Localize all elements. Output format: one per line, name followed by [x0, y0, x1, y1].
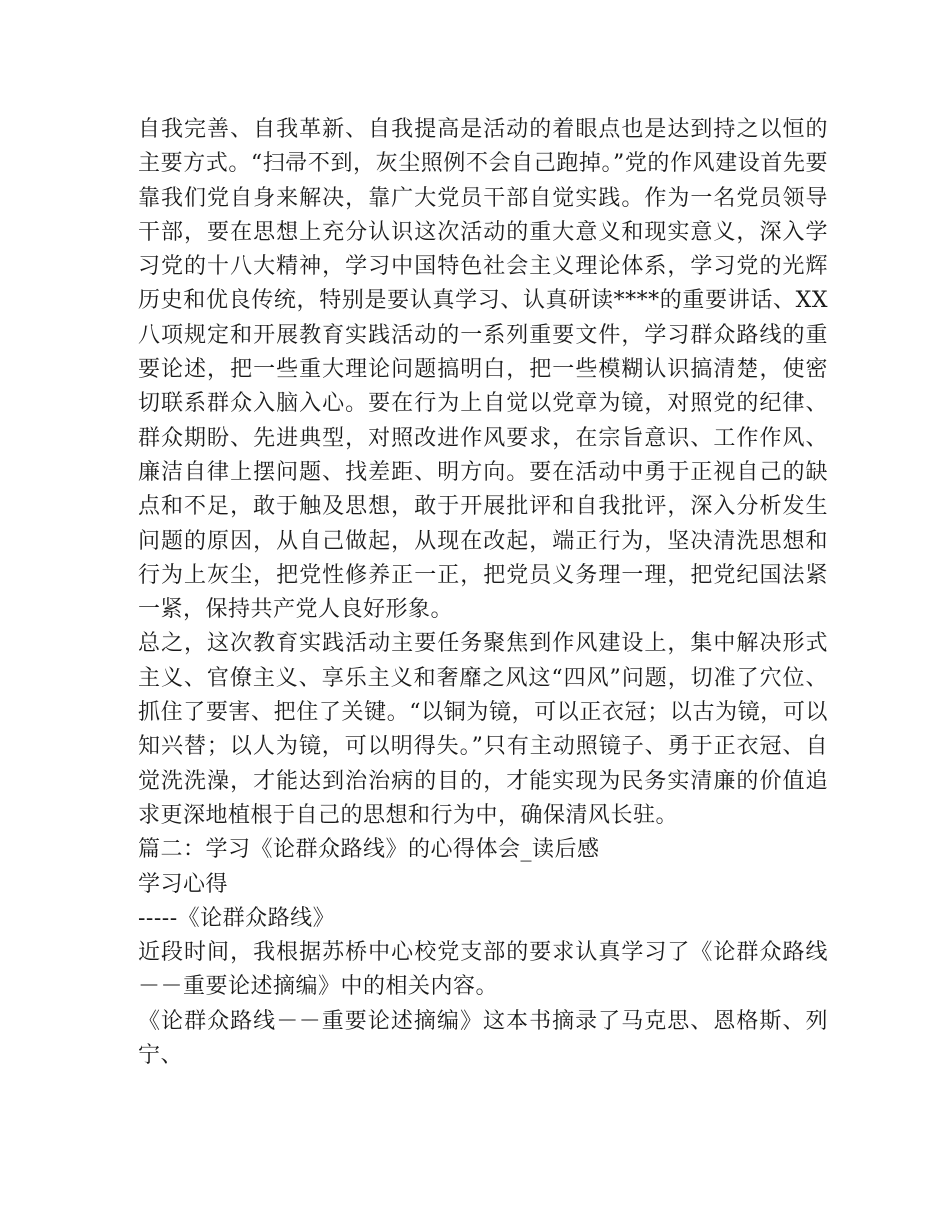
article-title: 学习心得 — [138, 871, 229, 897]
article-subtitle: -----《论群众路线》 — [138, 905, 336, 931]
body-paragraph-summary: 总之，这次教育实践活动主要任务聚焦到作风建设上，集中解决形式主义、官僚主义、享乐主义和奢靡之风这“四风”问题，切准了穴位、抓住了要害、把住了关键。“以铜为镜，可以正衣冠；以古为镜，可以知兴替；以人为镜，可以明得失。”只有主动照镜子、勇于正衣冠、自觉洗洗澡，才能达到治治病的目的，才能实现为民务实清廉的价值追求更深地植根于自己的思想和行为中，确保清风长驻。 — [138, 631, 828, 828]
body-paragraph-activity: 自我完善、自我革新、自我提高是活动的着眼点也是达到持之以恒的主要方式。“扫帚不到，灰尘照例不会自己跑掉。”党的作风建设首先要靠我们党自身来解决，靠广大党员干部自觉实践。作为一名党员领导干部，要在思想上充分认识这次活动的重大意义和现实意义，深入学习党的十八大精神，学习中国特色社会主义理论体系，学习党的光辉历史和优良传统，特别是要认真学习、认真研读****的重要讲话、XX八项规定和开展教育实践活动的一系列重要文件，学习群众路线的重要论述，把一些重大理论问题搞明白，把一些模糊认识搞清楚，使密切联系群众入脑入心。要在行为上自觉以党章为镜，对照党的纪律、群众期盼、先进典型，对照改进作风要求，在宗旨意识、工作作风、廉洁自律上摆问题、找差距、明方向。要在活动中勇于正视自己的缺点和不足，敢于触及思想，敢于开展批评和自我批评，深入分析发生问题的原因，从自己做起，从现在改起，端正行为，坚决清洗思想和行为上灰尘，把党性修养正一正，把党员义务理一理，把党纪国法紧一紧，保持共产党人良好形象。 — [138, 117, 828, 623]
body-paragraph-intro: 近段时间，我根据苏桥中心校党支部的要求认真学习了《论群众路线－－重要论述摘编》中的相关内容。 — [138, 940, 828, 1000]
body-paragraph-book: 《论群众路线－－重要论述摘编》这本书摘录了马克思、恩格斯、列宁、 — [138, 1008, 828, 1069]
article-heading: 篇二：学习《论群众路线》的心得体会_读后感 — [138, 837, 600, 863]
document-body — [138, 113, 828, 1073]
